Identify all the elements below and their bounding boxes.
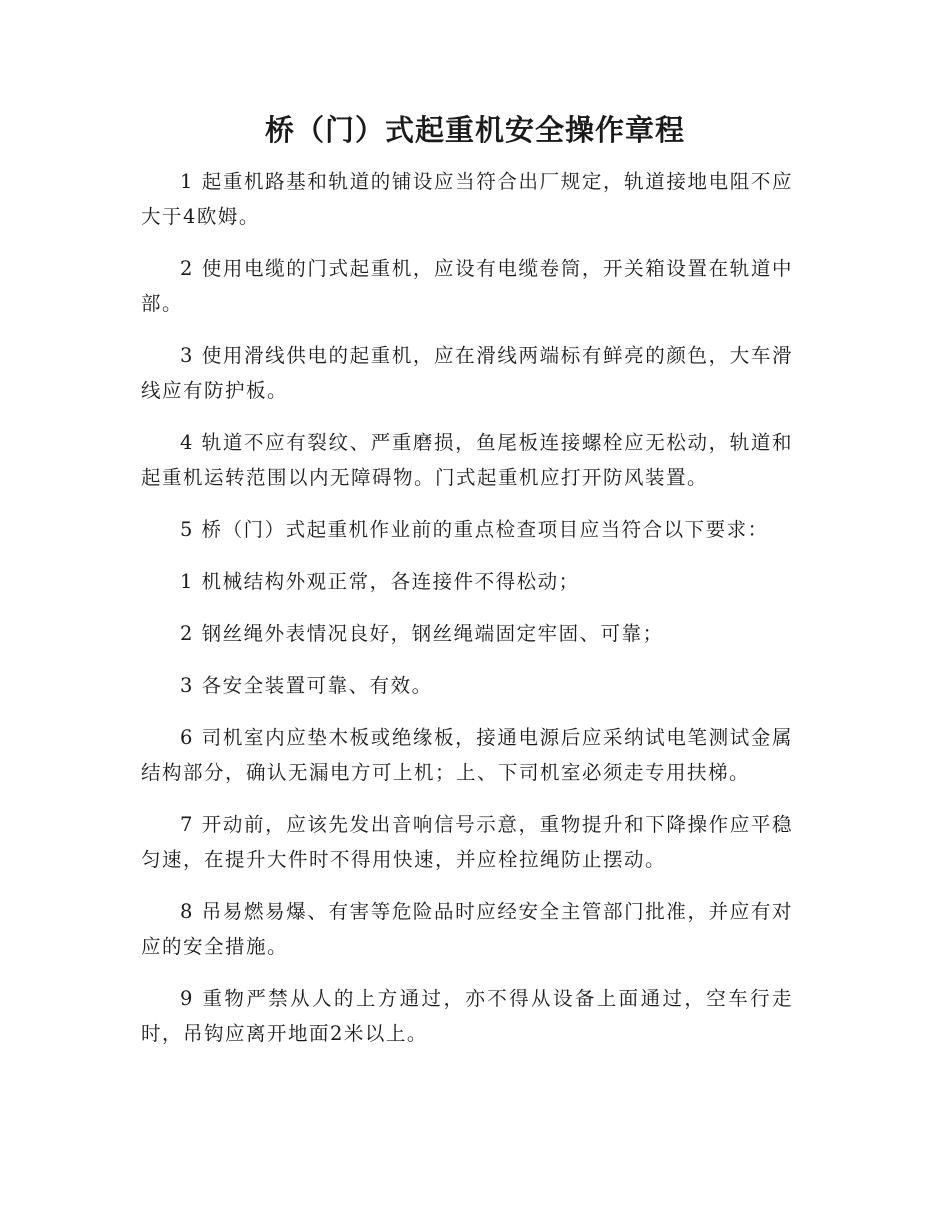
paragraph-4: 4 轨道不应有裂纹、严重磨损，鱼尾板连接螺栓应无松动，轨道和起重机运转范围以内无障碍物。门式起重机应打开防风装置。 xyxy=(141,431,793,489)
document-body xyxy=(141,164,793,1068)
paragraph-1: 1 起重机路基和轨道的铺设应当符合出厂规定，轨道接地电阻不应大于4欧姆。 xyxy=(141,170,793,228)
paragraph-5: 5 桥（门）式起重机作业前的重点检查项目应当符合以下要求： xyxy=(180,518,769,541)
sub-item-2: 2 钢丝绳外表情况良好，钢丝绳端固定牢固、可靠； xyxy=(180,622,664,645)
paragraph-8: 8 吊易燃易爆、有害等危险品时应经安全主管部门批准，并应有对应的安全措施。 xyxy=(141,900,793,958)
sub-item-1: 1 机械结构外观正常，各连接件不得松动； xyxy=(180,570,580,593)
paragraph-6: 6 司机室内应垫木板或绝缘板，接通电源后应采纳试电笔测试金属结构部分，确认无漏电方可上机；上、下司机室必须走专用扶梯。 xyxy=(141,726,793,784)
paragraph-3: 3 使用滑线供电的起重机，应在滑线两端标有鲜亮的颜色，大车滑线应有防护板。 xyxy=(141,344,793,402)
paragraph-7: 7 开动前，应该先发出音响信号示意，重物提升和下降操作应平稳匀速，在提升大件时不得用快速，并应栓拉绳防止摆动。 xyxy=(141,813,793,871)
sub-item-3: 3 各安全装置可靠、有效。 xyxy=(180,674,433,697)
document-title: 桥（门）式起重机安全操作章程 xyxy=(264,113,685,147)
paragraph-2: 2 使用电缆的门式起重机，应设有电缆卷筒，开关箱设置在轨道中部。 xyxy=(141,257,793,315)
paragraph-9: 9 重物严禁从人的上方通过，亦不得从设备上面通过，空车行走时，吊钩应离开地面2米以上。 xyxy=(141,987,793,1045)
